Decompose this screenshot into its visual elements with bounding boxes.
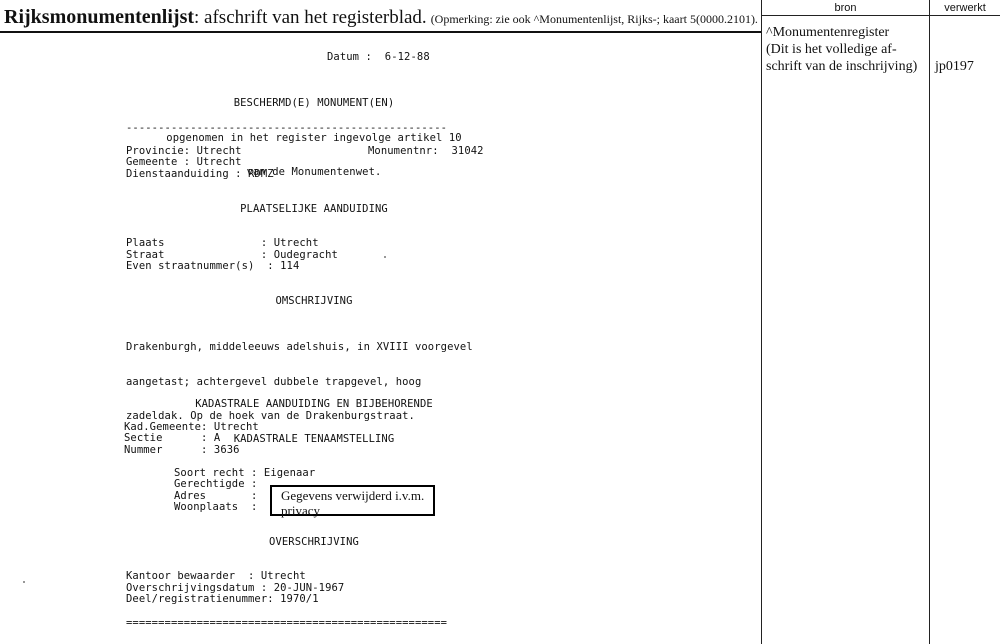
column-header-bron: bron <box>834 2 857 14</box>
column-header-verwerkt: verwerkt <box>944 2 986 14</box>
privacy-redaction-box <box>270 485 435 516</box>
omschrijving-heading: OMSCHRIJVING <box>275 295 353 307</box>
bron-text <box>766 24 917 75</box>
omschrijving-line: aangetast; achtergevel dubbele trapgevel, hoog <box>126 375 422 388</box>
dienstaanduiding: Dienstaanduiding : RDMZ <box>126 168 274 180</box>
header-title: Rijksmonumentenlijst <box>4 6 195 28</box>
adres: Adres : <box>174 490 258 502</box>
nummer: Nummer : 3636 <box>124 444 240 456</box>
kad-gemeente: Kad.Gemeente: Utrecht <box>124 421 259 433</box>
heading-line: opgenomen in het register ingevolge artikel 10 <box>166 131 462 144</box>
column-divider-mid <box>929 0 930 644</box>
header-title-rest: : afschrift van het registerblad. <box>194 7 427 28</box>
column-header-rule <box>761 15 1000 16</box>
bron-line: schrift van de inschrijving) <box>766 59 918 74</box>
column-divider-left <box>761 0 762 644</box>
privacy-line: Gegevens verwijderd i.v.m. <box>281 488 425 503</box>
monumentnr: Monumentnr: 31042 <box>368 145 484 157</box>
bron-line: ^Monumentenregister <box>766 25 890 40</box>
scan-speck <box>384 256 386 258</box>
bron-line: (Dit is het volledige af- <box>766 42 897 57</box>
heading-line: BESCHERMD(E) MONUMENT(EN) <box>233 97 395 109</box>
woonplaats: Woonplaats : <box>174 501 258 513</box>
soort-recht: Soort recht : Eigenaar <box>174 467 316 479</box>
sectie: Sectie : A <box>124 432 221 444</box>
plaats: Plaats : Utrecht <box>126 237 319 249</box>
omschrijving-line: zadeldak. Op de hoek van de Drakenburgstraat. <box>126 410 415 422</box>
dash-separator: -------------------------------------------------- <box>126 122 448 134</box>
eq-separator: ================================================== <box>126 617 448 629</box>
deel-registratienummer: Deel/registratienummer: 1970/1 <box>126 593 319 605</box>
header-rule <box>0 31 762 33</box>
straatnummer: Even straatnummer(s) : 114 <box>126 260 300 272</box>
kantoor-bewaarder: Kantoor bewaarder : Utrecht <box>126 570 306 582</box>
provincie: Provincie: Utrecht <box>126 145 242 157</box>
omschrijving-line: Drakenburgh, middeleeuws adelshuis, in XVIII voorgevel <box>126 341 473 353</box>
scan-speck <box>23 581 25 583</box>
header-remark: (Opmerking: zie ook ^Monumentenlijst, Rijks-; kaart 5(0000.2101). <box>430 12 758 26</box>
heading-line: van de Monumentenwet. <box>246 166 382 178</box>
kadastrale-heading-line: KADASTRALE AANDUIDING EN BIJBEHORENDE <box>195 398 433 410</box>
gemeente: Gemeente : Utrecht <box>126 156 242 168</box>
datum: Datum : 6-12-88 <box>327 51 430 63</box>
page-header <box>4 6 758 29</box>
straat: Straat : Oudegracht <box>126 249 338 261</box>
overschrijving-heading: OVERSCHRIJVING <box>269 536 359 548</box>
verwerkt-text: jp0197 <box>935 59 974 74</box>
overschrijvingsdatum: Overschrijvingsdatum : 20-JUN-1967 <box>126 582 345 594</box>
plaatselijke-heading: PLAATSELIJKE AANDUIDING <box>240 203 388 215</box>
gerechtigde: Gerechtigde : <box>174 478 258 490</box>
privacy-line: privacy <box>281 503 320 518</box>
kadastrale-heading-line: KADASTRALE TENAAMSTELLING <box>233 432 395 445</box>
